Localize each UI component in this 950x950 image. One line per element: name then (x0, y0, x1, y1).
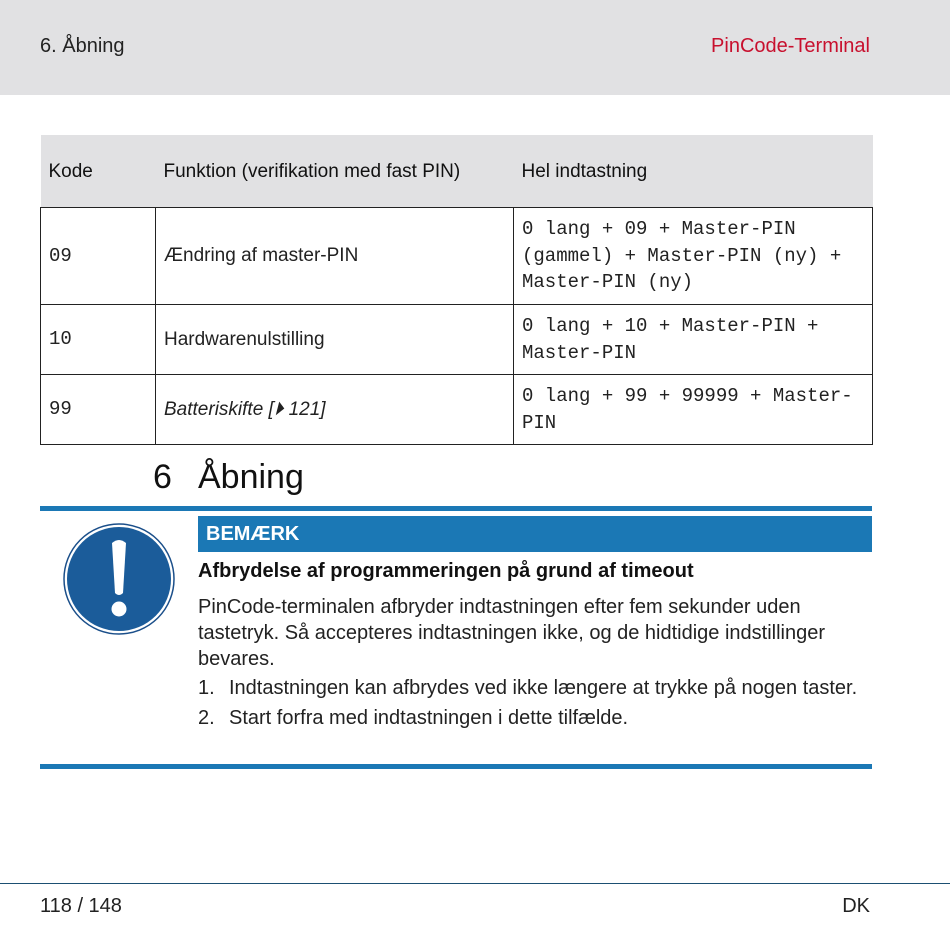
table-header-row (41, 135, 873, 208)
list-item (198, 705, 868, 731)
header-section: 6. Åbning (40, 35, 125, 57)
table-row (41, 305, 873, 375)
header-product: PinCode-Terminal (711, 35, 870, 57)
notice-bottom-rule (40, 764, 872, 769)
notice-title: Afbrydelse af programmeringen på grund af timeout (198, 560, 694, 582)
entry-cell: 0 lang + 99 + 99999 + Master-PIN (514, 375, 873, 445)
notice-label: BEMÆRK (198, 516, 872, 552)
column-header-entry: Hel indtastning (514, 135, 873, 208)
chapter-number: 6 (153, 458, 172, 496)
code-cell: 10 (41, 305, 156, 375)
page-number: 118 / 148 (40, 895, 122, 917)
exclamation-icon (63, 523, 175, 635)
table-row (41, 208, 873, 305)
footer-divider (0, 883, 950, 884)
step-text: Start forfra med indtastningen i dette tilfælde. (229, 707, 629, 729)
function-cell: Hardwarenulstilling (156, 305, 514, 375)
column-header-code: Kode (41, 135, 156, 208)
code-cell: 99 (41, 375, 156, 445)
chapter-heading (153, 458, 304, 497)
list-item (198, 675, 868, 701)
code-table (40, 135, 873, 445)
step-number: 1. (198, 677, 215, 699)
notice-steps (198, 675, 868, 735)
notice-body: PinCode-terminalen afbryder indtastningen efter fem sekunder uden tastetryk. Så accepteres indtastningen ikke, og de hidtidige indstillinger bevares. (198, 596, 826, 670)
column-header-function: Funktion (verifikation med fast PIN) (156, 135, 514, 208)
language-code: DK (842, 895, 870, 917)
entry-cell: 0 lang + 09 + Master-PIN (gammel) + Master-PIN (ny) + Master-PIN (ny) (514, 208, 873, 305)
page-header (0, 0, 950, 95)
chapter-title: Åbning (198, 458, 304, 496)
battery-change-link[interactable]: Batteriskifte [⏵ 121] (156, 375, 514, 445)
table-row (41, 375, 873, 445)
entry-cell: 0 lang + 10 + Master-PIN + Master-PIN (514, 305, 873, 375)
function-cell: Ændring af master-PIN (156, 208, 514, 305)
step-text: Indtastningen kan afbrydes ved ikke længere at trykke på nogen taster. (229, 677, 858, 699)
code-cell: 09 (41, 208, 156, 305)
step-number: 2. (198, 707, 215, 729)
notice-top-rule (40, 506, 872, 511)
